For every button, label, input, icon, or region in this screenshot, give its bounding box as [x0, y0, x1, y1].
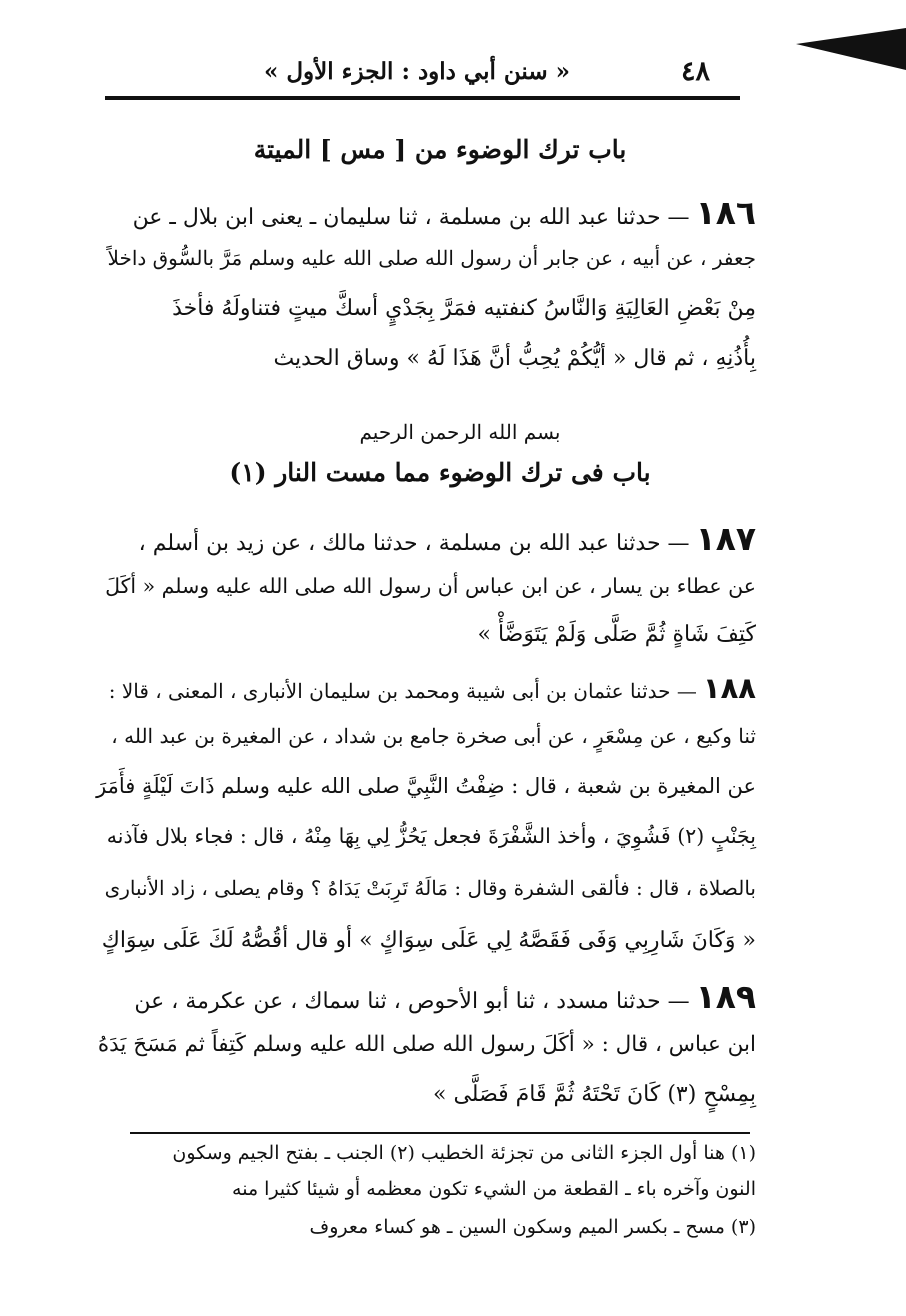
page-header	[105, 56, 740, 96]
running-title: « سنن أبي داود : الجزء الأول »	[263, 58, 570, 85]
page-corner-mark	[796, 28, 906, 70]
hadith-line	[132, 193, 756, 232]
hadith-number: ١٨٨	[702, 671, 756, 705]
footnote-line: (١) هنا أول الجزء الثانى من تجزئة الخطيب (٢) الجنب ـ بفتح الجيم وسكون	[172, 1142, 756, 1164]
basmala: بسم الله الرحمن الرحيم	[359, 420, 561, 444]
hadith-line	[108, 671, 756, 705]
hadith-line	[134, 977, 756, 1016]
footnote-line: (٣) مسح ـ بكسر الميم وسكون السين ـ هو كساء معروف	[309, 1216, 756, 1238]
hadith-text: — حدثنا عبد الله بن مسلمة ، حدثنا مالك ، عن زيد بن أسلم ،	[138, 531, 690, 556]
footnote-rule	[130, 1132, 750, 1134]
chapter-heading: باب ترك الوضوء من [ مس ] الميتة	[253, 135, 627, 164]
page-number: ٤٨	[680, 56, 710, 87]
hadith-number: ١٨٦	[695, 193, 756, 232]
hadith-line: عن عطاء بن يسار ، عن ابن عباس أن رسول الله صلى الله عليه وسلم « أكَلَ	[105, 574, 756, 598]
hadith-line: مِنْ بَعْضِ العَالِيَةِ وَالنَّاسُ كنفتيه فمَرَّ بِجَدْيٍ أسكَّ ميتٍ فتناولَهُ فأخذَ	[172, 296, 756, 321]
chapter-heading: باب فى ترك الوضوء مما مست النار (١)	[229, 458, 651, 487]
header-rule	[105, 96, 740, 100]
hadith-line: عن المغيرة بن شعبة ، قال : ضِفْتُ النَّبِيَّ صلى الله عليه وسلم ذَاتَ لَيْلَةٍ فأَمَرَ	[96, 774, 756, 798]
hadith-line: بالصلاة ، قال : فألقى الشفرة وقال : مَالَهُ تَرِبَتْ يَدَاهُ ؟ وقام يصلى ، زاد الأنبارى	[104, 876, 756, 900]
hadith-line	[138, 519, 756, 558]
hadith-line: كَتِفَ شَاةٍ ثُمَّ صَلَّى وَلَمْ يَتَوَضَّأْ »	[477, 622, 756, 647]
hadith-line: « وَكَانَ شَارِبِي وَفَى فَقَصَّهُ لِي عَلَى سِوَاكٍ » أو قال أقُصُّهُ لَكَ عَلَى سِوَاكٍ	[101, 928, 756, 953]
hadith-line: جعفر ، عن أبيه ، عن جابر أن رسول الله صلى الله عليه وسلم مَرَّ بالسُّوق داخلاً	[107, 246, 756, 270]
hadith-line: بِجَنْبٍ (٢) فَشُوِيَ ، وأخذ الشَّفْرَةَ فجعل يَحُزُّ لِي بِهَا مِنْهُ ، قال : فجاء بلال فآذنه	[106, 824, 756, 848]
hadith-line: بِأُذُنِهِ ، ثم قال « أيُّكُمْ يُحِبُّ أنَّ هَذَا لَهُ » وساق الحديث	[273, 346, 756, 371]
hadith-text: — حدثنا مسدد ، ثنا أبو الأحوص ، ثنا سماك ، عن عكرمة ، عن	[134, 989, 690, 1014]
hadith-line: بِمِسْحٍ (٣) كَانَ تَحْتَهُ ثُمَّ قَامَ فَصَلَّى »	[433, 1082, 756, 1107]
hadith-line: ثنا وكيع ، عن مِسْعَرٍ ، عن أبى صخرة جامع بن شداد ، عن المغيرة بن عبد الله ،	[111, 724, 756, 748]
footnote-line: النون وآخره باء ـ القطعة من الشيء تكون معظمه أو شيئا كثيرا منه	[232, 1178, 756, 1200]
hadith-number: ١٨٧	[695, 519, 756, 558]
hadith-text: — حدثنا عثمان بن أبى شيبة ومحمد بن سليمان الأنبارى ، المعنى ، قالا :	[108, 679, 697, 703]
hadith-line: ابن عباس ، قال : « أكَلَ رسول الله صلى الله عليه وسلم كَتِفاً ثم مَسَحَ يَدَهُ	[97, 1032, 756, 1057]
hadith-text: — حدثنا عبد الله بن مسلمة ، ثنا سليمان ـ يعنى ابن بلال ـ عن	[132, 205, 690, 230]
hadith-number: ١٨٩	[695, 977, 756, 1016]
